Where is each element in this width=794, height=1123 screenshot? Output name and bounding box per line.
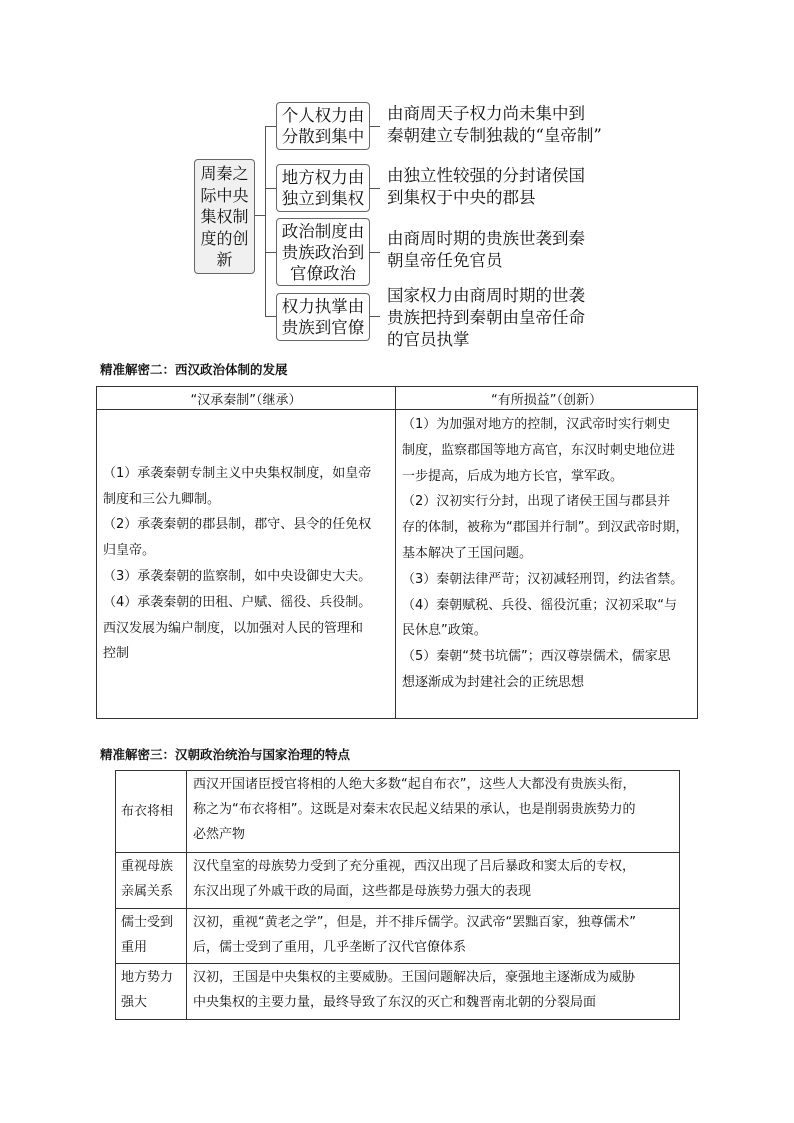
connector-line (370, 188, 380, 189)
table-row (116, 852, 680, 908)
cell-line: 存的体制，被称为“郡国并行制”。到汉武帝时期， (402, 520, 689, 536)
description-line: 贵族把持到秦朝由皇帝任命 (387, 308, 585, 327)
mindmap-branch-node (276, 218, 370, 286)
connector-line (265, 126, 276, 127)
table-row (116, 771, 680, 853)
connector-line (370, 316, 380, 317)
cell-line: （3）承袭秦朝的监察制，如中央设御史大夫。 (103, 569, 372, 584)
label-line: 布衣将相 (121, 803, 174, 819)
text-line: 中央集权的主要力量，最终导致了东汉的灭亡和魏晋南北朝的分裂局面 (193, 995, 597, 1011)
row-label (116, 852, 187, 908)
connector-line (370, 252, 380, 253)
mindmap-branch-node (276, 102, 370, 150)
cell-line: 想逐渐成为封建社会的正统思想 (402, 674, 585, 690)
root-line: 际中央 (200, 185, 249, 205)
branch-description (387, 103, 602, 147)
description-line: 朝皇帝任免官员 (387, 251, 503, 270)
root-line: 周秦之 (200, 164, 249, 183)
cell-line: 制度，监察郡国等地方高官，东汉时刺史地位进 (402, 442, 676, 458)
description-line: 到集权于中央的郡县 (387, 188, 536, 207)
han-system-table (96, 386, 698, 719)
label-line: 儒士受到 (121, 914, 174, 930)
cell-line: （1）为加强对地方的控制，汉武帝时实行刺史 (402, 417, 671, 432)
branch-label-line: 独立到集权 (281, 189, 365, 208)
cell-line: 民休息”政策。 (402, 623, 487, 639)
root-line: 度的创 (200, 228, 249, 248)
mindmap-root-node (194, 159, 255, 274)
cell-line: 基本解决了王国问题。 (402, 545, 533, 561)
branch-label-line: 分散到集中 (281, 127, 365, 146)
section-title: 精准解密三：汉朝政治统治与国家治理的特点 (100, 747, 351, 762)
han-governance-table (115, 770, 680, 1020)
branch-label-line: 贵族到官僚 (281, 318, 365, 337)
branch-label-line: 地方权力由 (281, 168, 365, 187)
branch-description (387, 228, 585, 272)
connector-line (265, 252, 276, 253)
row-label (116, 908, 187, 964)
text-line: 汉初，王国是中央集权的主要威胁。王国问题解决后，豪强地主逐渐成为威胁 (193, 970, 636, 986)
text-line: 汉代皇室的母族势力受到了充分重视，西汉出现了吕后暴政和窦太后的专权， (193, 858, 636, 874)
cell-line: （2）承袭秦朝的郡县制，郡守、县令的任免权 (103, 517, 372, 533)
cell-line: 西汉发展为编户制度，以加强对人民的管理和 (103, 620, 364, 636)
branch-label-line: 政治制度由 (281, 222, 365, 241)
cell-line: 归皇帝。 (103, 543, 156, 559)
description-line: 国家权力由商周时期的世袭 (387, 286, 585, 305)
row-text (187, 771, 680, 853)
cell-line: （4）秦朝赋税、兵役、徭役沉重；汉初采取“与 (402, 597, 678, 613)
cell-line: （1）承袭秦朝专制主义中央集权制度，如皇帝 (103, 465, 372, 481)
text-line: 必然产物 (193, 827, 246, 842)
innovation-cell (396, 410, 698, 719)
cell-line: （3）秦朝法律严苛；汉初减轻刑罚，约法省禁。 (402, 571, 684, 587)
mindmap-branch-node (276, 164, 370, 212)
mind-map (0, 0, 794, 355)
row-text (187, 908, 680, 964)
row-text (187, 964, 680, 1020)
cell-line: （5）秦朝“焚书坑儒”；西汉尊崇儒术，儒家思 (402, 649, 671, 665)
cell-line: （2）汉初实行分封，出现了诸侯王国与郡县并 (402, 494, 671, 510)
text-line: 西汉开国诸臣授官将相的人绝大多数“起自布衣”，这些人大都没有贵族头衔， (193, 777, 636, 792)
text-line: 汉初，重视“黄老之学”，但是，并不排斥儒学。汉武帝“罢黜百家，独尊儒术” (193, 914, 636, 930)
cell-line: （4）承袭秦朝的田租、户赋、徭役、兵役制。 (103, 594, 372, 610)
branch-label-line: 权力执掌由 (281, 297, 365, 316)
cell-line: 一步提高，后成为地方长官，掌军政。 (402, 468, 624, 484)
section-title: 精准解密二：西汉政治体制的发展 (100, 362, 288, 377)
connector-line (370, 126, 380, 127)
connector-line (265, 188, 276, 189)
root-line: 集权制 (200, 207, 249, 226)
table-row (116, 964, 680, 1020)
connector-line (265, 316, 276, 317)
cell-line: 制度和三公九卿制。 (103, 491, 221, 507)
root-line: 新 (216, 250, 233, 269)
description-line: 秦朝建立专制独裁的“皇帝制” (387, 126, 602, 145)
row-label (116, 964, 187, 1020)
branch-label-line: 个人权力由 (281, 106, 365, 125)
description-line: 由独立性较强的分封诸侯国 (387, 166, 585, 185)
branch-label-line: 官僚政治 (290, 264, 356, 283)
column-header: “有所损益”（创新） (396, 387, 698, 410)
cell-line: 控制 (103, 646, 130, 662)
label-line: 亲属关系 (121, 883, 174, 899)
description-line: 由商周时期的贵族世袭到秦 (387, 229, 585, 248)
column-header: “汉承秦制”（继承） (97, 387, 396, 410)
row-text (187, 852, 680, 908)
branch-description (387, 165, 585, 209)
text-line: 东汉出现了外戚干政的局面，这些都是母族势力强大的表现 (193, 883, 532, 899)
connector-line (265, 126, 266, 316)
label-line: 地方势力 (121, 970, 174, 986)
row-label (116, 771, 187, 853)
description-line: 由商周天子权力尚未集中到 (387, 104, 585, 123)
branch-label-line: 贵族政治到 (281, 243, 365, 262)
text-line: 称之为“布衣将相”。这既是对秦末农民起义结果的承认，也是削弱贵族势力的 (193, 802, 636, 817)
mindmap-branch-node (276, 293, 370, 341)
table-row (116, 908, 680, 964)
text-line: 后，儒士受到了重用，几乎垄断了汉代官僚体系 (193, 939, 467, 955)
label-line: 重用 (121, 939, 148, 955)
connector-line (255, 215, 265, 216)
description-line: 的官员执掌 (387, 330, 470, 349)
label-line: 重视母族 (121, 858, 174, 874)
branch-description (387, 285, 585, 351)
inheritance-cell (97, 410, 396, 719)
label-line: 强大 (121, 995, 148, 1011)
